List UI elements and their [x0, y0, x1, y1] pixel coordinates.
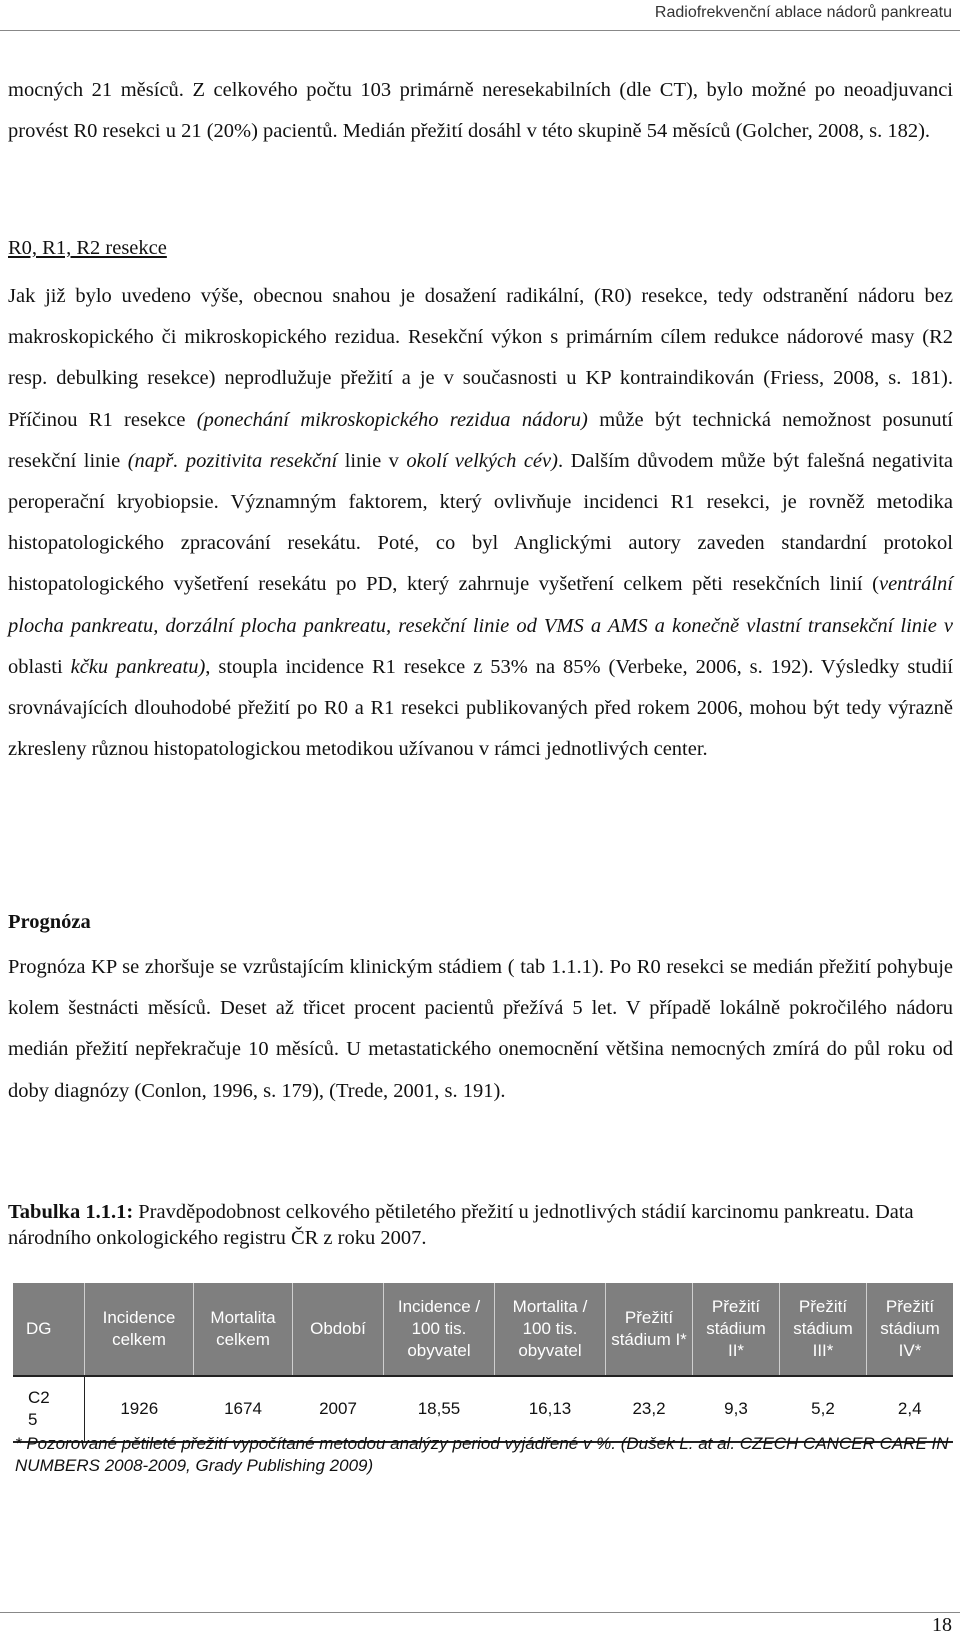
table-cell: 18,55	[384, 1376, 495, 1442]
section-heading-prognosis: Prognóza	[8, 911, 91, 933]
table-cell: 16,13	[495, 1376, 606, 1442]
prognosis-paragraph: Prognóza KP se zhoršuje se vzrůstajícím klinickým stádiem ( tab 1.1.1). Po R0 resekci se medián přežití pohybuje kolem šestnácti měsíců. Deset až třicet procent pacientů přežívá 5 let. V případě lokálně pokročilého nádoru medián přežití nepřekračuje 10 měsíců. U metastatického onemocnění většina nemocných zmírá do půl roku od doby diagnózy (Conlon, 1996, s. 179), (Trede, 2001, s. 191).	[8, 956, 953, 1102]
header-cell: Přežití stádium II*	[693, 1283, 780, 1376]
table-caption	[8, 1199, 953, 1251]
table-cell: 1926	[85, 1376, 194, 1442]
header-cell: Incidence celkem	[85, 1283, 194, 1376]
table-header-row	[13, 1283, 953, 1376]
resection-paragraph	[8, 276, 953, 770]
table-footnote: * Pozorované pětileté přežití vypočítané metodou analýzy period vyjádřené v %. (Dušek L. at al. CZECH CANCER CARE IN NUMBERS 2008-2009, Grady Publishing 2009)	[15, 1434, 949, 1475]
text-run: linie v	[337, 449, 407, 472]
table-caption-label: Tabulka 1.1.1:	[8, 1201, 134, 1223]
intro-paragraph: mocných 21 měsíců. Z celkového počtu 103 primárně neresekabilních (dle CT), bylo možné po neoadjuvanci provést R0 resekci u 21 (20%) pacientů. Medián přežití dosáhl v této skupině 54 měsíců (Golcher, 2008, s. 182).	[8, 79, 953, 143]
page-number: 18	[932, 1614, 952, 1636]
header-cell: Přežití stádium IV*	[867, 1283, 954, 1376]
text-run-italic: ventrální plocha pankreatu, dorzální plocha pankreatu, resekční linie od VMS a AMS a konečně vlastní transekční linie v	[8, 573, 953, 637]
page-header	[0, 0, 960, 32]
survival-table	[13, 1283, 953, 1443]
text-run: , stoupla incidence R1 resekce z 53% na 85% (Verbeke, 2006, s. 192). Výsledky studií srovnávajících dlouhodobé přežití po R0 a R1 resekci publikovaných před rokem 2006, mohou být tedy výrazně zkresleny různou histopatologickou metodikou užívanou v rámci jednotlivých center.	[8, 655, 953, 761]
section-heading-resection: R0, R1, R2 resekce	[8, 237, 167, 259]
text-run-italic: kčku pankreatu)	[70, 655, 206, 678]
text-run-italic: (ponechání mikroskopického rezidua nádoru)	[196, 408, 588, 431]
footer-divider	[0, 1612, 960, 1613]
table-cell: 2,4	[867, 1376, 954, 1442]
table-cell: 1674	[194, 1376, 293, 1442]
header-cell: DG	[13, 1283, 85, 1376]
text-run-italic: (např. pozitivita resekční	[127, 449, 338, 472]
table-cell: 2007	[293, 1376, 384, 1442]
header-cell: Mortalita / 100 tis. obyvatel	[495, 1283, 606, 1376]
header-cell: Incidence / 100 tis. obyvatel	[384, 1283, 495, 1376]
header-cell: Přežití stádium III*	[780, 1283, 867, 1376]
running-title: Radiofrekvenční ablace nádorů pankreatu	[654, 4, 952, 21]
header-cell: Přežití stádium I*	[606, 1283, 693, 1376]
cell-dg-value: C25	[28, 1388, 50, 1429]
table-caption-text: Pravděpodobnost celkového pětiletého přežití u jednotlivých stádií karcinomu pankreatu. Data národního onkologického registru ČR z roku 2007.	[8, 1201, 914, 1249]
table-cell: 5,2	[780, 1376, 867, 1442]
header-divider	[0, 30, 960, 31]
text-run: . Dalším důvodem může být falešná negativita peroperační kryobiopsie. Významným faktorem, který ovlivňuje incidenci R1 resekci, je rovněž metodika histopatologického zpracování resekátu. Poté, co byl Anglickými autory zaveden standardní protokol histopatologického vyšetření resekátu po PD, který zahrnuje vyšetření celkem pěti resekčních linií (	[8, 449, 954, 596]
table-cell: 23,2	[606, 1376, 693, 1442]
text-run-italic: okolí velkých cév)	[406, 449, 558, 472]
table-cell: 9,3	[693, 1376, 780, 1442]
text-run: může být technická nemožnost posunutí resekční linie	[8, 408, 953, 472]
header-cell: Období	[293, 1283, 384, 1376]
header-cell: Mortalita celkem	[194, 1283, 293, 1376]
text-run: Jak již bylo uvedeno výše, obecnou snahou je dosažení radikální, (R0) resekce, tedy odstranění nádoru bez makroskopického či mikroskopického rezidua. Resekční výkon s primárním cílem redukce nádorové masy (R2 resp. debulking resekce) neprodlužuje přežití a je v současnosti u KP kontraindikován (Friess, 2008, s. 181). Příčinou R1 resekce	[8, 285, 953, 431]
text-run: oblasti	[8, 655, 71, 678]
